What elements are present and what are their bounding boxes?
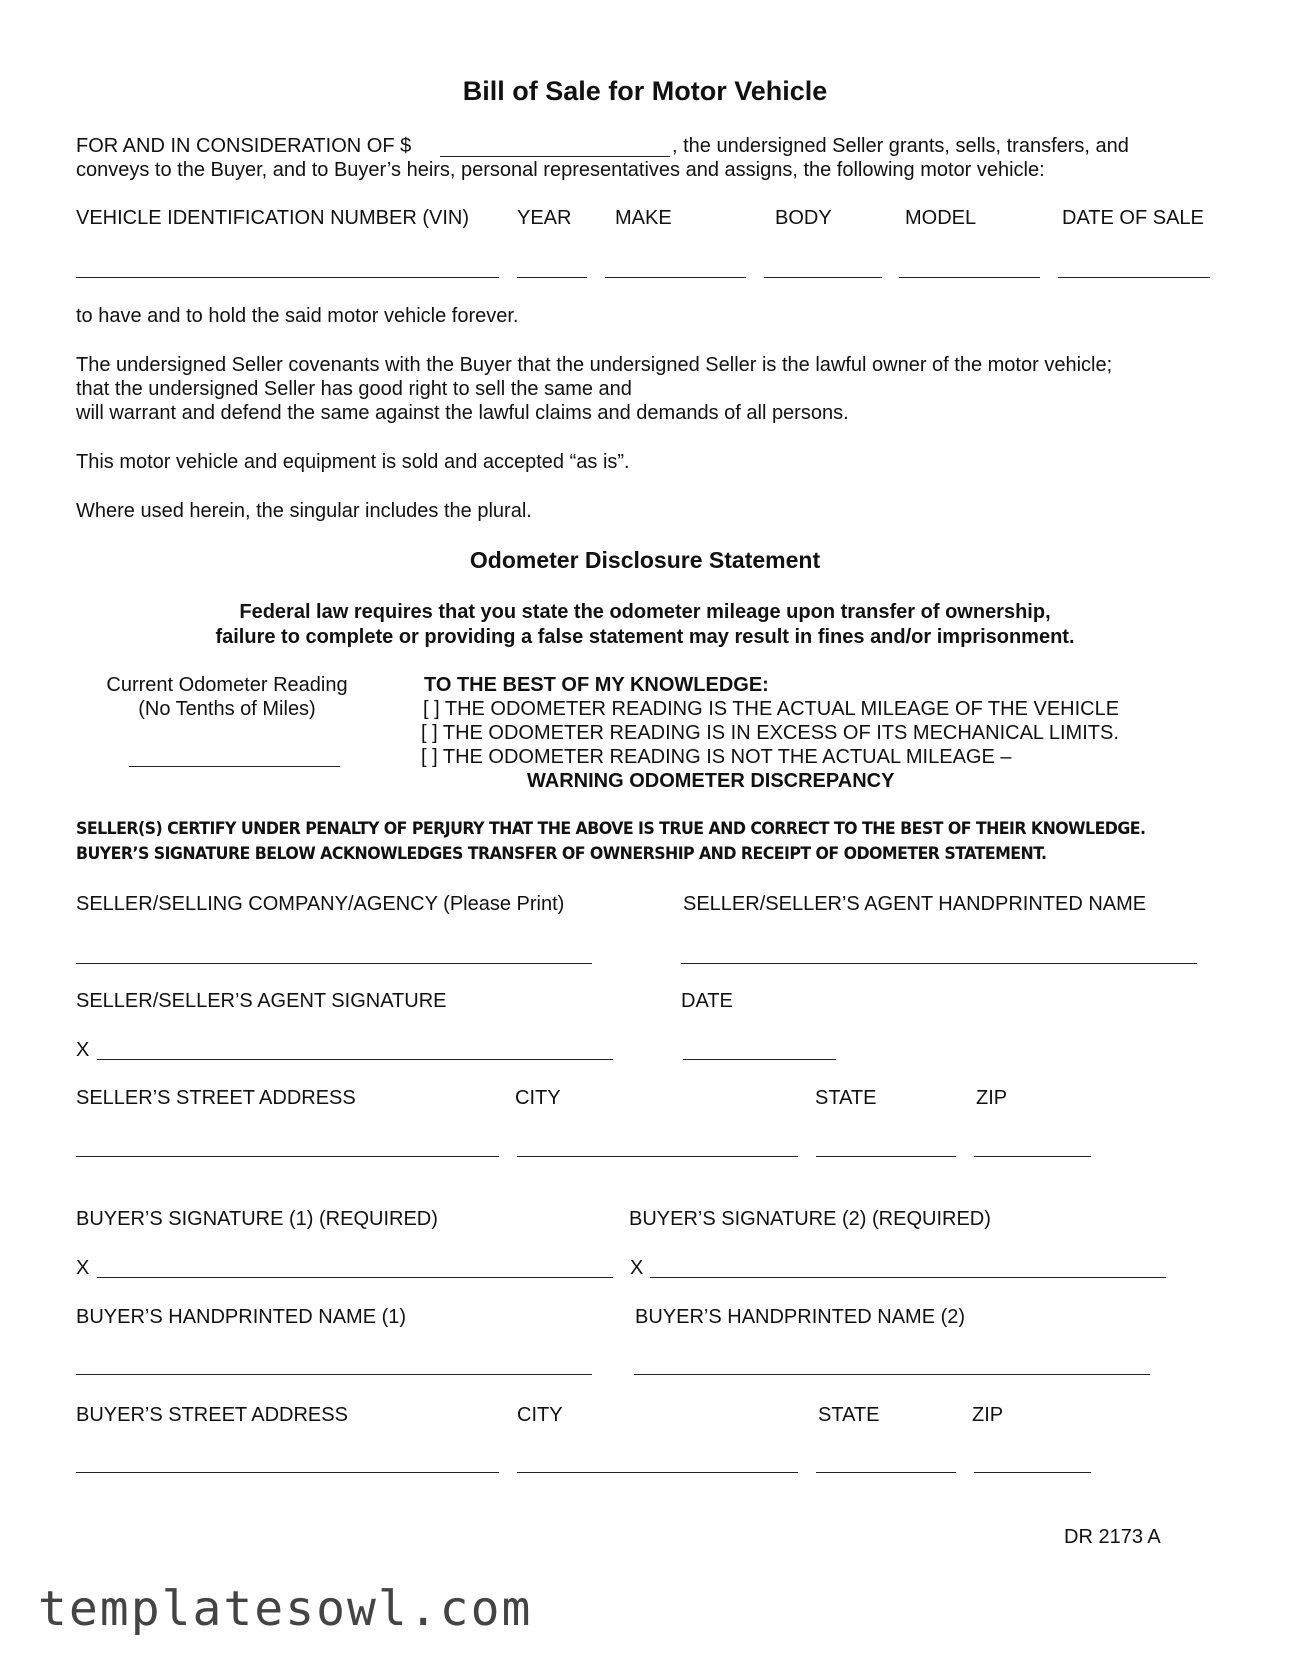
no-tenths-label: (No Tenths of Miles) — [138, 698, 316, 720]
make-label: MAKE — [615, 207, 672, 229]
consideration-amount-field[interactable] — [440, 156, 670, 157]
seller-company-field[interactable] — [76, 963, 592, 964]
seller-state-label: STATE — [815, 1087, 877, 1109]
odometer-reading-field[interactable] — [129, 766, 340, 767]
page-title: Bill of Sale for Motor Vehicle — [462, 76, 828, 106]
seller-company-label: SELLER/SELLING COMPANY/AGENCY (Please Print) — [76, 893, 565, 915]
intro-convey-text: conveys to the Buyer, and to Buyer’s heirs, personal representatives and assigns, the following motor vehicle: — [76, 159, 1045, 181]
buyer-zip-label: ZIP — [972, 1404, 1004, 1426]
watermark: templatesowl.com — [38, 1581, 533, 1637]
seller-signature-field[interactable] — [97, 1059, 613, 1060]
certification-line-2: BUYER’S SIGNATURE BELOW ACKNOWLEDGES TRANSFER OF OWNERSHIP AND RECEIPT OF ODOMETER STATEMENT. — [76, 844, 1047, 864]
covenant-line-2: that the undersigned Seller has good right to sell the same and — [76, 378, 632, 400]
as-is-clause: This motor vehicle and equipment is sold and accepted “as is”. — [76, 451, 630, 473]
buyer-state-label: STATE — [818, 1404, 880, 1426]
seller-signature-label: SELLER/SELLER’S AGENT SIGNATURE — [76, 990, 447, 1012]
buyer-signature-1-field[interactable] — [97, 1277, 613, 1278]
buyer-name-2-label: BUYER’S HANDPRINTED NAME (2) — [635, 1306, 966, 1328]
seller-zip-field[interactable] — [974, 1156, 1091, 1157]
federal-law-notice-2: failure to complete or providing a false statement may result in fines and/or imprisonment. — [215, 626, 1075, 648]
model-label: MODEL — [905, 207, 977, 229]
seller-date-field[interactable] — [683, 1059, 836, 1060]
buyer-street-field[interactable] — [76, 1472, 499, 1473]
seller-sign-mark: X — [76, 1039, 90, 1061]
buyer-sign-mark-2: X — [630, 1257, 644, 1279]
body-field[interactable] — [764, 277, 882, 278]
buyer-name-1-field[interactable] — [76, 1374, 592, 1375]
make-field[interactable] — [605, 277, 746, 278]
buyer-city-field[interactable] — [517, 1472, 798, 1473]
seller-street-label: SELLER’S STREET ADDRESS — [76, 1087, 356, 1109]
body-label: BODY — [775, 207, 832, 229]
seller-agent-name-label: SELLER/SELLER’S AGENT HANDPRINTED NAME — [683, 893, 1147, 915]
intro-grant-text: , the undersigned Seller grants, sells, transfers, and — [672, 135, 1129, 157]
option-actual-mileage[interactable]: [ ] THE ODOMETER READING IS THE ACTUAL MILEAGE OF THE VEHICLE — [423, 698, 1120, 720]
seller-street-field[interactable] — [76, 1156, 499, 1157]
vin-label: VEHICLE IDENTIFICATION NUMBER (VIN) — [76, 207, 469, 229]
year-label: YEAR — [517, 207, 572, 229]
seller-city-field[interactable] — [517, 1156, 798, 1157]
buyer-signature-1-label: BUYER’S SIGNATURE (1) (REQUIRED) — [76, 1208, 438, 1230]
covenant-line-3: will warrant and defend the same against the lawful claims and demands of all persons. — [76, 402, 849, 424]
buyer-name-2-field[interactable] — [634, 1374, 1150, 1375]
buyer-signature-2-label: BUYER’S SIGNATURE (2) (REQUIRED) — [629, 1208, 991, 1230]
option-excess-limits[interactable]: [ ] THE ODOMETER READING IS IN EXCESS OF ITS MECHANICAL LIMITS. — [421, 722, 1119, 744]
forever-clause: to have and to hold the said motor vehicle forever. — [76, 305, 519, 327]
odometer-warning: WARNING ODOMETER DISCREPANCY — [527, 770, 895, 792]
date-of-sale-field[interactable] — [1058, 277, 1210, 278]
seller-state-field[interactable] — [816, 1156, 956, 1157]
buyer-state-field[interactable] — [816, 1472, 956, 1473]
seller-date-label: DATE — [681, 990, 733, 1012]
model-field[interactable] — [899, 277, 1040, 278]
plural-clause: Where used herein, the singular includes the plural. — [76, 500, 532, 522]
buyer-city-label: CITY — [517, 1404, 563, 1426]
buyer-name-1-label: BUYER’S HANDPRINTED NAME (1) — [76, 1306, 407, 1328]
federal-law-notice-1: Federal law requires that you state the odometer mileage upon transfer of ownership, — [239, 601, 1051, 623]
certification-line-1: SELLER(S) CERTIFY UNDER PENALTY OF PERJURY THAT THE ABOVE IS TRUE AND CORRECT TO THE BEST OF THEIR KNOWLEDGE. — [76, 819, 1146, 839]
year-field[interactable] — [517, 277, 587, 278]
date-of-sale-label: DATE OF SALE — [1062, 207, 1204, 229]
intro-consideration-label: FOR AND IN CONSIDERATION OF $ — [76, 135, 412, 157]
option-not-actual[interactable]: [ ] THE ODOMETER READING IS NOT THE ACTUAL MILEAGE – — [421, 746, 1012, 768]
buyer-signature-2-field[interactable] — [650, 1277, 1166, 1278]
buyer-sign-mark-1: X — [76, 1257, 90, 1279]
buyer-zip-field[interactable] — [974, 1472, 1091, 1473]
seller-city-label: CITY — [515, 1087, 561, 1109]
form-number: DR 2173 A — [1064, 1526, 1161, 1548]
buyer-street-label: BUYER’S STREET ADDRESS — [76, 1404, 348, 1426]
covenant-line-1: The undersigned Seller covenants with the Buyer that the undersigned Seller is the lawful owner of the motor vehicle; — [76, 354, 1113, 376]
seller-zip-label: ZIP — [976, 1087, 1008, 1109]
best-knowledge-label: TO THE BEST OF MY KNOWLEDGE: — [424, 674, 769, 696]
vin-field[interactable] — [76, 277, 499, 278]
odometer-heading: Odometer Disclosure Statement — [469, 547, 821, 573]
seller-agent-name-field[interactable] — [681, 963, 1197, 964]
odometer-reading-label: Current Odometer Reading — [106, 674, 348, 696]
